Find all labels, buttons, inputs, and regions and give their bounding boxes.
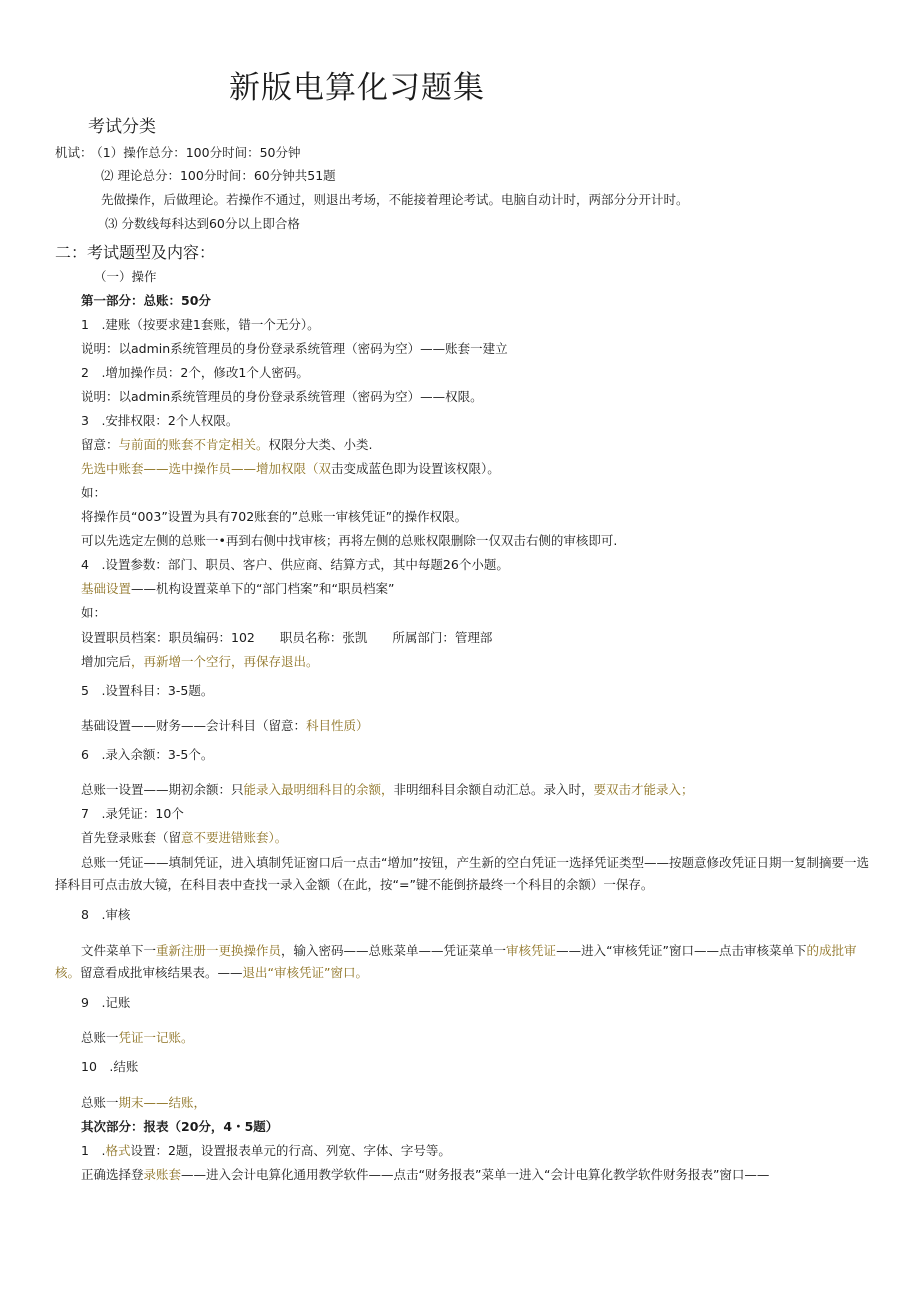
note-text: 首先登录账套（留 <box>81 830 182 845</box>
item-text: 设置：2题，设置报表单元的行高、列宽、字体、字号等。 <box>130 1143 451 1158</box>
note-text: 正确选择登 <box>81 1167 144 1182</box>
part1-item-3: 3 .安排权限：2个人权限。 <box>81 413 239 428</box>
note-text: 非明细科目余额自动汇总。录入时， <box>393 782 594 797</box>
note-text: 总账一设置——期初余额：只 <box>81 782 244 797</box>
part1-item-1: 1 .建账（按要求建1套账，错一个无分）。 <box>81 317 320 332</box>
item-highlight: 格式 <box>105 1143 131 1158</box>
part1-item-8: 8 .审核 <box>81 907 131 922</box>
note-text: 权限分大类、小类. <box>268 437 373 452</box>
note-text: 增加完后 <box>81 654 132 669</box>
note-label: 留意： <box>81 437 119 452</box>
operation-heading: （一）操作 <box>94 269 157 284</box>
note-highlight: ，再新增一个空行，再保存退出。 <box>131 654 319 669</box>
part1-note-6 <box>81 653 319 671</box>
note-highlight: 与前面的账套不肯定相关。 <box>118 437 269 452</box>
part2-item-1 <box>81 1142 451 1160</box>
section-two-heading: 二：考试题型及内容： <box>55 243 216 262</box>
part1-note-2: 说明：以admin系统管理员的身份登录系统管理（密码为空）——权限。 <box>81 389 483 404</box>
para-text: 留意看成批审核结果表。—— <box>80 965 243 980</box>
part1-note-7 <box>81 717 369 735</box>
note-highlight: 科目性质） <box>306 718 369 733</box>
machine-exam-line-2: ⑵ 理论总分：100分时间：60分钟共51题 <box>101 168 336 183</box>
item-number: 1 . <box>81 1143 106 1158</box>
part1-note-3 <box>81 436 373 454</box>
machine-exam-operation: （1）操作总分：100分时间：50分钟 <box>96 145 301 160</box>
note-highlight: 先选中账套——选中操作员——增加权限（双 <box>81 461 332 476</box>
machine-exam-line-1 <box>55 144 300 162</box>
machine-exam-line-3: 先做操作，后做理论。若操作不通过，则退出考场，不能接着理论考试。电脑自动计时，两部分分开计时。 <box>101 192 689 207</box>
part1-item-5: 5 .设置科目：3-5题。 <box>81 683 214 698</box>
para-text: ，输入密码——总账菜单——凭证菜单一 <box>281 943 507 958</box>
para-highlight: 重新注册一更换操作员 <box>156 943 282 958</box>
note-highlight: 能录入最明细科目的余额， <box>243 782 394 797</box>
exam-category-heading: 考试分类 <box>88 117 156 137</box>
para-text: 文件菜单下一 <box>81 943 157 958</box>
part1-example-1-text: 将操作员“003”设置为具有702账套的”总账一审核凭证”的操作权限。 <box>81 509 468 524</box>
para-highlight: 审核凭证 <box>506 943 557 958</box>
part1-example-2-text: 设置职员档案：职员编码：102 职员名称：张凯 所属部门：管理部 <box>81 630 493 645</box>
part1-paragraph-audit <box>55 940 881 984</box>
part1-item-6: 6 .录入余额：3-5个。 <box>81 747 214 762</box>
note-text: ——进入会计电算化通用教学软件——点击“财务报表”菜单一进入“会计电算化教学软件财务报表”窗口—— <box>181 1167 770 1182</box>
part1-note-1: 说明：以admin系统管理员的身份登录系统管理（密码为空）——账套一建立 <box>81 341 508 356</box>
note-highlight: 意不要进错账套）。 <box>181 830 288 845</box>
part1-heading: 第一部分：总账：50分 <box>81 293 211 308</box>
note-highlight: 要双击才能录入； <box>593 782 694 797</box>
part1-example-1-label: 如： <box>81 485 107 500</box>
note-highlight: 基础设置 <box>81 581 132 596</box>
part1-paragraph-voucher: 总账一凭证——填制凭证，进入填制凭证窗口后一点击“增加”按钮，产生新的空白凭证一选择凭证类型——按题意修改凭证日期一复制摘要一选择科目可点击放大镜，在科目表中查找一录入金额（在此，按“=”键不能倒挤最终一个科目的余额）一保存。 <box>55 855 869 892</box>
note-highlight: 期末——结账， <box>118 1095 207 1110</box>
part1-item-7: 7 .录凭证：10个 <box>81 806 184 821</box>
part1-item-10: 10 .结账 <box>81 1059 139 1074</box>
part1-note-9 <box>81 829 287 847</box>
note-highlight: 凭证一记账。 <box>118 1030 194 1045</box>
part1-note-12 <box>81 1029 194 1047</box>
part1-item-9: 9 .记账 <box>81 995 131 1010</box>
note-text: 总账一 <box>81 1030 119 1045</box>
part1-example-2-label: 如： <box>81 605 107 620</box>
machine-exam-line-4: ⑶ 分数线每科达到60分以上即合格 <box>105 216 300 231</box>
note-text: 总账一 <box>81 1095 119 1110</box>
part2-note-1 <box>81 1166 769 1184</box>
para-highlight: 退出“审核凭证”窗口。 <box>242 965 368 980</box>
note-text: 击变成蓝色即为设置该权限）。 <box>331 461 500 476</box>
note-text: ——机构设置菜单下的“部门档案”和“职员档案” <box>131 581 395 596</box>
para-text: ——进入“审核凭证”窗口——点击审核菜单下 <box>556 943 807 958</box>
part1-example-1-detail: 可以先选定左侧的总账一•再到右侧中找审核；再将左侧的总账权限删除一仅双击右侧的审核即可. <box>81 533 618 548</box>
document-title: 新版电算化习题集 <box>229 70 485 106</box>
note-highlight: 录账套 <box>143 1167 182 1182</box>
part1-note-8 <box>81 781 694 799</box>
note-text: 基础设置——财务——会计科目（留意： <box>81 718 307 733</box>
machine-exam-label: 机试： <box>55 145 93 160</box>
part1-item-4: 4 .设置参数：部门、职员、客户、供应商、结算方式，其中每题26个小题。 <box>81 557 509 572</box>
part1-note-13 <box>81 1094 206 1112</box>
part1-item-2: 2 .增加操作员：2个，修改1个人密码。 <box>81 365 309 380</box>
part2-heading: 其次部分：报表（20分，4・5题） <box>81 1119 279 1134</box>
part1-note-5 <box>81 580 394 598</box>
para-highlight: 的成批审核。 <box>55 943 857 980</box>
part1-note-4 <box>81 460 500 478</box>
